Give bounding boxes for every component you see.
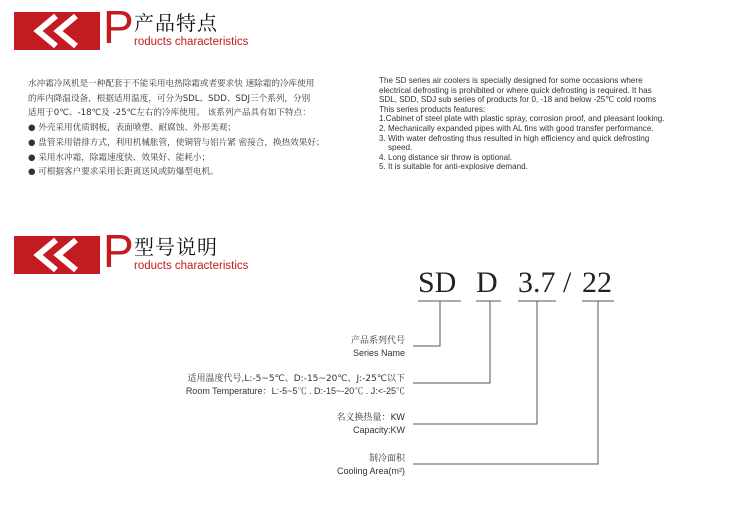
label-temp-en: Room Temperature：L:-5~5℃ . D:-15~-20℃ . J:<-25℃	[185, 386, 405, 396]
features-en-line: SDL, SDD, SDJ sub series of products for 0, -18 and below -25℃ cold rooms	[379, 95, 657, 105]
model-part-series: SD	[418, 266, 457, 299]
model-slash: /	[563, 266, 572, 299]
features-en-line: 2. Mechanically expanded pipes with AL fins with good transfer performance.	[379, 123, 654, 133]
features-cn-line: 的库内降温设备，根据适用温度，可分为SDL、SDD、SDJ三个系列，分别	[28, 93, 311, 104]
label-series-cn: 产品系列代号	[350, 336, 405, 346]
features-cn-line: ● 外壳采用优质钢板，表面喷塑、耐腐蚀、外形美观；	[28, 123, 236, 134]
section-title-en: roducts characteristics	[134, 36, 249, 48]
section-title-cn: 型号说明	[134, 235, 218, 259]
section-letter: P	[103, 1, 134, 53]
label-temp-cn: 适用温度代号,L:-5~5℃、D:-15~20℃、J:-25℃以下	[187, 374, 405, 384]
label-area-cn: 制冷面积	[368, 454, 405, 464]
features-en-line: 5. It is suitable for anti-explosive demand.	[379, 162, 528, 172]
features-en-line: speed.	[388, 143, 413, 153]
label-room-temperature	[186, 373, 405, 397]
features-cn-line: ● 采用水冲霜，除霜速度快、效果好、能耗小；	[28, 152, 211, 163]
model-part-area: 22	[582, 266, 612, 299]
label-capacity	[337, 412, 405, 436]
features-en-line: electrical defrosting is prohibited or where quick defrosting is required. It has	[379, 85, 652, 95]
features-cn-line: ● 可根据客户要求采用长距离送风或防爆型电机。	[28, 167, 219, 178]
features-en-line: This series products features:	[379, 104, 486, 114]
section-letter: P	[103, 225, 134, 277]
label-series-en: Series Name	[352, 348, 405, 358]
features-en-line: 3. With water defrosting thus resulted in high efficiency and quick defrosting	[379, 133, 650, 143]
section-title-en: roducts characteristics	[134, 260, 249, 272]
label-area-en: Cooling Area(m²)	[336, 466, 405, 476]
features-cn-line: ● 盘管采用错排方式，利用机械胀管，使铜管与铝片紧 密接合，换热效果好；	[28, 137, 325, 148]
features-en-line: The SD series air coolers is specially designed for some occasions where	[379, 76, 643, 85]
model-part-capacity: 3.7	[518, 266, 556, 299]
label-capacity-en: Capacity:KW	[352, 425, 405, 435]
section-title-cn: 产品特点	[134, 11, 218, 35]
label-series-name	[351, 335, 405, 359]
label-cooling-area	[337, 453, 405, 477]
features-cn-line: 适用于0℃、-18℃及 -25℃左右的冷库使用。 该系列产品具有如下特点：	[28, 108, 311, 119]
model-part-temperature: D	[476, 266, 498, 299]
label-capacity-cn: 名义换热量：KW	[336, 413, 405, 423]
features-en-line: 1.Cabinet of steel plate with plastic spray, corrosion proof, and pleasant looking.	[379, 114, 665, 124]
features-cn-line: 水冲霜冷风机是一种配套于不能采用电热除霜或者要求快 速除霜的冷库使用	[28, 79, 315, 89]
features-en-line: 4. Long distance sir throw is optional.	[379, 152, 513, 162]
